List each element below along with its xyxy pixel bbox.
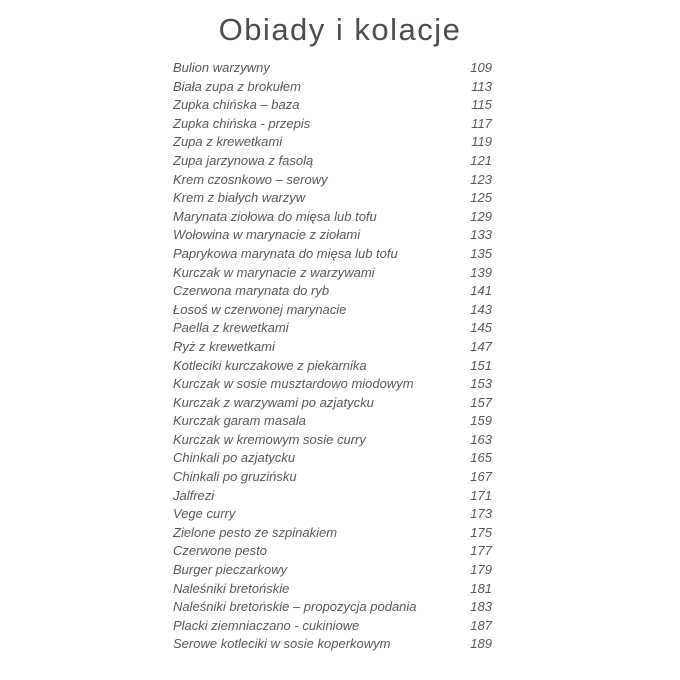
toc-entry-page-number: 177	[470, 543, 492, 559]
toc-entry-page-number: 139	[470, 264, 492, 280]
toc-entry-label: Łosoś w czerwonej marynacie	[173, 301, 347, 317]
toc-entry-label: Zupka chińska – baza	[173, 97, 300, 113]
toc-entry-label: Biała zupa z brokułem	[173, 78, 301, 94]
toc-row	[173, 208, 492, 227]
toc-row	[173, 635, 492, 654]
toc-entry-page-number: 135	[470, 245, 492, 261]
toc-entry-page-number: 121	[470, 152, 492, 168]
toc-entry-label: Vege curry	[173, 506, 236, 522]
toc-entry-label: Krem czosnkowo – serowy	[173, 171, 328, 187]
toc-row	[173, 431, 492, 450]
toc-entry-label: Burger pieczarkowy	[173, 562, 288, 578]
toc-row	[173, 319, 492, 338]
toc-row	[173, 282, 492, 301]
toc-entry-label: Naleśniki bretońskie	[173, 580, 290, 596]
toc-entry-page-number: 143	[470, 301, 492, 317]
toc-entry-label: Jalfrezi	[173, 487, 215, 503]
table-of-contents	[173, 59, 492, 654]
toc-entry-page-number: 109	[470, 60, 492, 75]
toc-entry-page-number: 153	[470, 376, 492, 392]
toc-entry-label: Kurczak z warzywami po azjatycku	[173, 394, 374, 410]
toc-entry-label: Zupa z krewetkami	[173, 134, 283, 150]
toc-row	[173, 468, 492, 487]
toc-entry-label: Wołowina w marynacie z ziołami	[173, 227, 361, 243]
toc-row	[173, 617, 492, 636]
toc-entry-page-number: 181	[470, 580, 492, 596]
toc-entry-label: Serowe kotleciki w sosie koperkowym	[173, 636, 391, 652]
toc-row	[173, 375, 492, 394]
toc-entry-label: Krem z białych warzyw	[173, 190, 306, 206]
toc-row	[173, 171, 492, 190]
toc-entry-label: Czerwona marynata do ryb	[173, 283, 330, 299]
toc-entry-page-number: 157	[470, 394, 492, 410]
toc-row	[173, 561, 492, 580]
toc-row	[173, 542, 492, 561]
toc-entry-page-number: 179	[470, 562, 492, 578]
toc-entry-page-number: 151	[470, 357, 492, 373]
toc-entry-label: Chinkali po gruzińsku	[173, 469, 297, 485]
toc-entry-page-number: 123	[470, 171, 492, 187]
toc-entry-page-number: 145	[470, 320, 492, 336]
toc-row	[173, 524, 492, 543]
toc-entry-page-number: 173	[470, 506, 492, 522]
toc-entry-page-number: 129	[470, 208, 492, 224]
toc-entry-page-number: 167	[470, 469, 492, 485]
toc-row	[173, 357, 492, 376]
toc-entry-label: Paella z krewetkami	[173, 320, 289, 336]
toc-row	[173, 412, 492, 431]
toc-entry-page-number: 165	[470, 450, 492, 466]
toc-entry-page-number: 117	[471, 115, 492, 131]
toc-entry-label: Czerwone pesto	[173, 543, 267, 559]
toc-row	[173, 115, 492, 134]
toc-entry-page-number: 187	[470, 617, 492, 633]
toc-row	[173, 487, 492, 506]
toc-entry-label: Zielone pesto ze szpinakiem	[173, 524, 338, 540]
toc-row	[173, 78, 492, 97]
toc-entry-page-number: 119	[471, 134, 492, 150]
toc-entry-label: Chinkali po azjatycku	[173, 450, 296, 466]
toc-entry-page-number: 163	[470, 431, 492, 447]
toc-entry-page-number: 171	[470, 487, 492, 503]
toc-row	[173, 245, 492, 264]
toc-entry-label: Placki ziemniaczano - cukiniowe	[173, 617, 360, 633]
toc-row	[173, 152, 492, 171]
toc-entry-page-number: 183	[470, 599, 492, 615]
toc-entry-page-number: 159	[470, 413, 492, 429]
toc-entry-page-number: 189	[470, 636, 492, 652]
toc-entry-label: Marynata ziołowa do mięsa lub tofu	[173, 208, 377, 224]
toc-entry-label: Kurczak w marynacie z warzywami	[173, 264, 375, 280]
toc-row	[173, 338, 492, 357]
toc-entry-label: Kurczak w kremowym sosie curry	[173, 431, 366, 447]
page-title: Obiady i kolacje	[218, 12, 462, 47]
toc-row	[173, 96, 492, 115]
toc-row	[173, 189, 492, 208]
toc-entry-page-number: 141	[470, 283, 492, 299]
toc-entry-label: Zupa jarzynowa z fasolą	[173, 152, 314, 168]
toc-entry-label: Kurczak w sosie musztardowo miodowym	[173, 376, 414, 392]
toc-row	[173, 301, 492, 320]
toc-row	[173, 133, 492, 152]
toc-entry-label: Kurczak garam masala	[173, 413, 306, 429]
toc-entry-page-number: 133	[470, 227, 492, 243]
toc-entry-label: Kotleciki kurczakowe z piekarnika	[173, 357, 367, 373]
toc-row	[173, 598, 492, 617]
toc-entry-label: Ryż z krewetkami	[173, 338, 275, 354]
toc-row	[173, 394, 492, 413]
toc-row	[173, 264, 492, 283]
toc-entry-page-number: 115	[471, 97, 492, 113]
toc-entry-label: Naleśniki bretońskie – propozycja podania	[173, 599, 417, 615]
toc-entry-label: Paprykowa marynata do mięsa lub tofu	[173, 245, 398, 261]
toc-entry-label: Zupka chińska - przepis	[173, 115, 311, 131]
toc-row	[173, 59, 492, 78]
toc-entry-label: Bulion warzywny	[173, 60, 270, 75]
toc-entry-page-number: 175	[470, 524, 492, 540]
toc-row	[173, 449, 492, 468]
toc-row	[173, 505, 492, 524]
toc-row	[173, 226, 492, 245]
toc-entry-page-number: 113	[471, 78, 492, 94]
toc-row	[173, 580, 492, 599]
toc-entry-page-number: 147	[470, 338, 492, 354]
toc-entry-page-number: 125	[470, 190, 492, 206]
